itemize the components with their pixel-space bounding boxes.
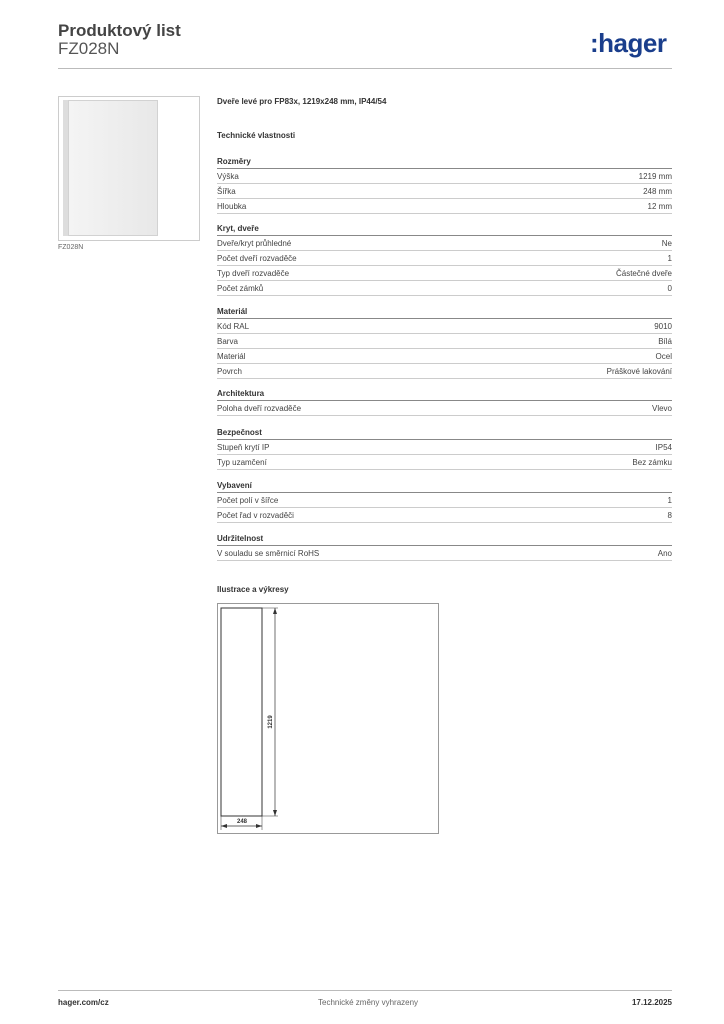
spec-label: Barva <box>217 337 238 346</box>
spec-row <box>217 335 672 349</box>
spec-value: Práškové lakování <box>606 367 672 376</box>
illustrations-title: Ilustrace a výkresy <box>217 585 289 594</box>
spec-row <box>217 441 672 455</box>
spec-value: 248 mm <box>643 187 672 196</box>
thumbnail-caption: FZ028N <box>58 244 84 251</box>
footer-note: Technické změny vyhrazeny <box>318 998 419 1007</box>
spec-row <box>217 237 672 251</box>
spec-row <box>217 185 672 199</box>
page-title: Produktový list <box>58 21 181 40</box>
spec-label: V souladu se směrnicí RoHS <box>217 549 320 558</box>
spec-value: IP54 <box>655 443 672 452</box>
spec-value: Ocel <box>655 352 672 361</box>
spec-label: Kód RAL <box>217 322 250 331</box>
spec-value: 0 <box>667 284 672 293</box>
product-code: FZ028N <box>58 39 120 58</box>
spec-row <box>217 200 672 214</box>
section-title: Vybavení <box>217 481 252 490</box>
product-thumbnail <box>58 96 200 241</box>
spec-row <box>217 252 672 266</box>
section-divider <box>217 168 672 169</box>
spec-row <box>217 494 672 508</box>
spec-row <box>217 320 672 334</box>
height-dim-label: 1219 <box>268 715 274 729</box>
spec-label: Materiál <box>217 352 246 361</box>
width-dim-label: 248 <box>236 819 248 825</box>
section-divider <box>217 492 672 493</box>
section-divider <box>217 439 672 440</box>
section-divider <box>217 545 672 546</box>
section-title: Architektura <box>217 389 265 398</box>
door-outline <box>221 608 262 816</box>
section-title: Rozměry <box>217 157 251 166</box>
spec-row <box>217 509 672 523</box>
spec-value: 1219 mm <box>638 172 672 181</box>
spec-label: Poloha dveří rozvaděče <box>217 404 302 413</box>
spec-row <box>217 547 672 561</box>
section-title: Kryt, dveře <box>217 224 259 233</box>
spec-value: Vlevo <box>651 404 672 413</box>
spec-label: Typ uzamčení <box>217 458 267 467</box>
spec-value: Částečné dveře <box>615 269 672 278</box>
section-title: Bezpečnost <box>217 428 262 437</box>
spec-value: Ano <box>657 549 672 558</box>
spec-value: Ne <box>661 239 672 248</box>
spec-label: Povrch <box>217 367 242 376</box>
spec-value: 8 <box>667 511 672 520</box>
spec-value: 9010 <box>654 322 672 331</box>
technical-properties-title: Technické vlastnosti <box>217 131 296 140</box>
spec-label: Šířka <box>217 187 236 196</box>
footer-date: 17.12.2025 <box>631 998 672 1007</box>
hager-logo: :hager <box>590 28 667 58</box>
spec-row <box>217 456 672 470</box>
footer-divider <box>58 990 672 991</box>
footer-website[interactable]: hager.com/cz <box>58 998 109 1007</box>
spec-row <box>217 282 672 296</box>
spec-label: Hloubka <box>217 202 247 211</box>
spec-label: Typ dveří rozvaděče <box>217 269 290 278</box>
section-divider <box>217 235 672 236</box>
spec-value: 12 mm <box>647 202 672 211</box>
spec-value: 1 <box>667 254 672 263</box>
spec-label: Výška <box>217 172 239 181</box>
door-panel-image <box>68 100 158 236</box>
spec-value: Bez zámku <box>632 458 672 467</box>
spec-row <box>217 350 672 364</box>
spec-label: Počet polí v šířce <box>217 496 279 505</box>
dimension-drawing <box>217 603 439 834</box>
spec-row <box>217 402 672 416</box>
spec-label: Dveře/kryt průhledné <box>217 239 292 248</box>
section-title: Udržitelnost <box>217 534 264 543</box>
section-title: Materiál <box>217 307 248 316</box>
spec-row <box>217 170 672 184</box>
spec-row <box>217 365 672 379</box>
spec-value: 1 <box>667 496 672 505</box>
spec-row <box>217 267 672 281</box>
spec-label: Počet dveří rozvaděče <box>217 254 297 263</box>
section-divider <box>217 400 672 401</box>
product-description: Dveře levé pro FP83x, 1219x248 mm, IP44/54 <box>217 97 387 106</box>
spec-label: Počet řad v rozvaděči <box>217 511 294 520</box>
spec-value: Bílá <box>658 337 672 346</box>
spec-label: Počet zámků <box>217 284 264 293</box>
section-divider <box>217 318 672 319</box>
spec-label: Stupeň krytí IP <box>217 443 270 452</box>
header-divider <box>58 68 672 69</box>
